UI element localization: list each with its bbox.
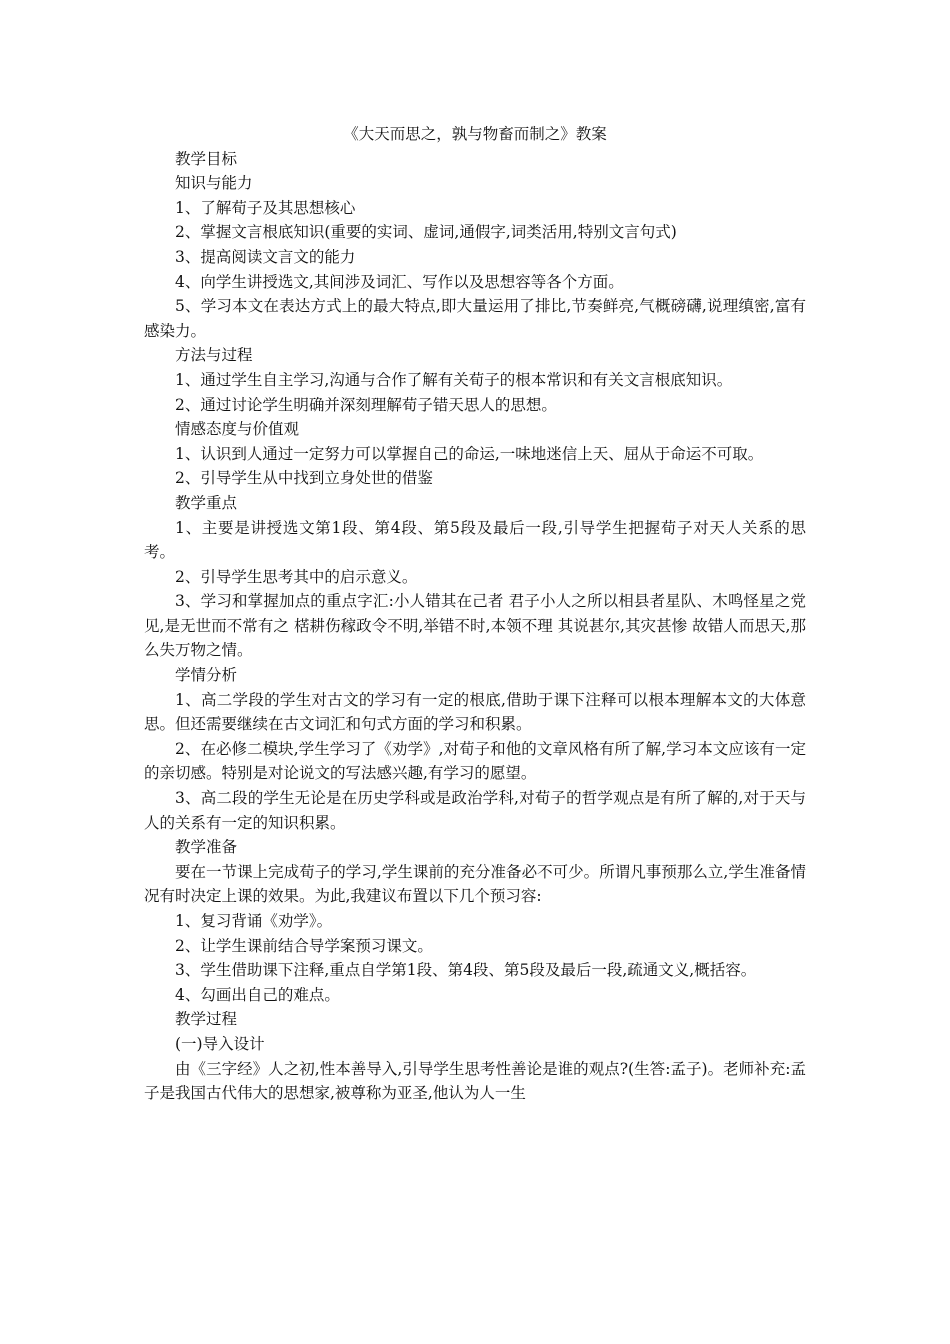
section-heading: 学情分析 xyxy=(175,666,238,685)
list-item: 1、通过学生自主学习,沟通与合作了解有关荀子的根本常识和有关文言根底知识。 xyxy=(175,370,733,389)
list-item: 4、向学生讲授选文,其间涉及词汇、写作以及思想容等各个方面。 xyxy=(175,272,624,291)
list-item: 2、通过讨论学生明确并深刻理解荀子错天思人的思想。 xyxy=(175,395,557,414)
list-item: 3、学生借助课下注释,重点自学第1段、第4段、第5段及最后一段,疏通文义,概括容。 xyxy=(175,961,757,980)
section-heading: 教学过程 xyxy=(175,1010,238,1029)
body-paragraph: 要在一节课上完成荀子的学习,学生课前的充分准备必不可少。所谓凡事预那么立,学生准备情况有时决定上课的效果。为此,我建议布置以下几个预习容: xyxy=(144,862,806,906)
document-title: 《大天而思之，孰与物畜而制之》教案 xyxy=(343,125,607,143)
section-heading: 教学重点 xyxy=(175,493,238,512)
document-page xyxy=(144,122,806,1106)
subsection-heading: 情感态度与价值观 xyxy=(175,420,300,439)
list-item: 2、引导学生从中找到立身处世的借鉴 xyxy=(175,469,433,488)
list-item: 2、让学生课前结合导学案预习课文。 xyxy=(175,936,433,955)
subsection-heading: 知识与能力 xyxy=(175,174,253,193)
list-item: 1、主要是讲授选文第1段、第4段、第5段及最后一段,引导学生把握荀子对天人关系的思考。 xyxy=(144,518,806,562)
list-item: 1、高二学段的学生对古文的学习有一定的根底,借助于课下注释可以根本理解本文的大体意思。但还需要继续在古文词汇和句式方面的学习和积累。 xyxy=(144,690,806,734)
section-heading: 教学目标 xyxy=(175,149,238,168)
subsection-heading: (一)导入设计 xyxy=(175,1034,265,1053)
list-item: 1、了解荀子及其思想核心 xyxy=(175,198,356,217)
list-item: 2、引导学生思考其中的启示意义。 xyxy=(175,567,418,586)
body-paragraph: 由《三字经》人之初,性本善导入,引导学生思考性善论是谁的观点?(生答:孟子)。老师补充:孟子是我国古代伟大的思想家,被尊称为亚圣,他认为人一生 xyxy=(144,1059,806,1103)
list-item: 2、掌握文言根底知识(重要的实词、虚词,通假字,词类活用,特别文言句式) xyxy=(175,223,677,242)
list-item: 5、学习本文在表达方式上的最大特点,即大量运用了排比,节奏鲜亮,气概磅礴,说理缜密,富有感染力。 xyxy=(144,297,806,340)
list-item: 2、在必修二模块,学生学习了《劝学》,对荀子和他的文章风格有所了解,学习本文应该有一定的亲切感。特别是对论说文的写法感兴趣,有学习的愿望。 xyxy=(144,739,806,783)
subsection-heading: 方法与过程 xyxy=(175,346,253,365)
list-item: 3、提高阅读文言文的能力 xyxy=(175,247,356,266)
section-heading: 教学准备 xyxy=(175,838,238,857)
list-item: 4、勾画出自己的难点。 xyxy=(175,985,340,1004)
list-item: 1、认识到人通过一定努力可以掌握自己的命运,一味地迷信上天、屈从于命运不可取。 xyxy=(175,444,764,463)
list-item: 1、复习背诵《劝学》。 xyxy=(175,912,333,930)
list-item: 3、高二段的学生无论是在历史学科或是政治学科,对荀子的哲学观点是有所了解的,对于天与人的关系有一定的知识积累。 xyxy=(144,789,806,832)
list-item: 3、学习和掌握加点的重点字汇:小人错其在己者 君子小人之所以相县者星队、木鸣怪星之党见,是无世而不常有之 楛耕伤稼政令不明,举错不时,本领不理 其说甚尔,其灾甚惨 故错人而思天,那么失万物之情。 xyxy=(144,592,806,660)
